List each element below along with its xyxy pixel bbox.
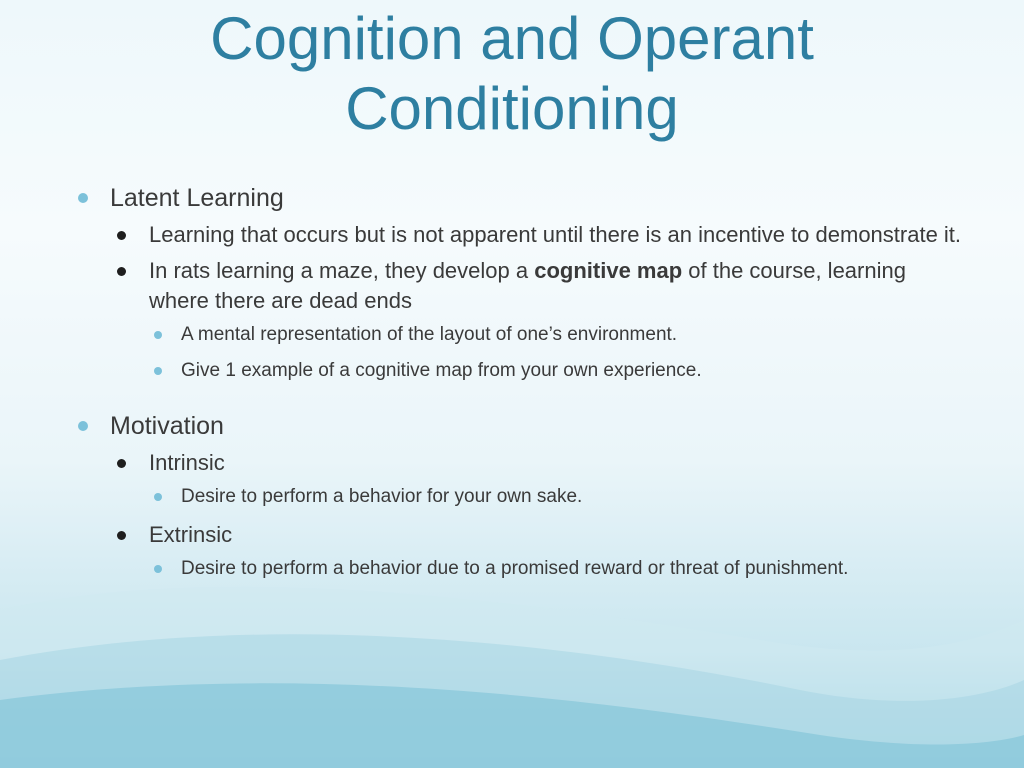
extrinsic-label: Extrinsic [149,522,233,547]
latent-heading: Latent Learning [110,184,284,212]
bullet-mental-representation [70,322,970,348]
bullet-give-example [70,358,970,384]
bullet-extrinsic [70,520,970,550]
bullet-dot-icon [78,193,88,203]
bullet-intrinsic [70,448,970,478]
intrinsic-label: Intrinsic [149,450,225,475]
cognitive-map-text-after: of the course, learning where there are dead ends [149,258,906,313]
mental-representation-text: A mental representation of the layout of one’s environment. [181,324,678,345]
intrinsic-definition-text: Desire to perform a behavior for your own sake. [181,486,583,507]
extrinsic-definition-text: Desire to perform a behavior due to a promised reward or threat of punishment. [181,558,849,579]
bullet-dot-icon [78,421,88,431]
bullet-latent-learning [70,182,970,214]
bullet-cognitive-map [70,256,970,316]
bullet-dot-icon [117,531,126,540]
motivation-heading: Motivation [110,412,224,440]
slide-title [0,4,1024,144]
title-line-1: Cognition and Operant [210,5,814,72]
bullet-dot-icon [117,459,126,468]
cognitive-map-term: cognitive map [534,258,683,283]
latent-definition-text: Learning that occurs but is not apparent until there is an incentive to demonstrate it. [149,222,962,247]
bullet-dot-icon [154,367,162,375]
bullet-list [70,182,970,582]
bullet-latent-definition [70,220,970,250]
title-line-2: Conditioning [345,75,679,142]
bullet-motivation [70,410,970,442]
give-example-text: Give 1 example of a cognitive map from your own experience. [181,360,702,381]
bullet-intrinsic-definition [70,484,970,510]
bullet-dot-icon [154,331,162,339]
bullet-dot-icon [154,565,162,573]
cognitive-map-text-before: In rats learning a maze, they develop a [149,258,535,283]
bullet-dot-icon [117,267,126,276]
bullet-extrinsic-definition [70,556,970,582]
bullet-dot-icon [154,493,162,501]
bullet-dot-icon [117,231,126,240]
